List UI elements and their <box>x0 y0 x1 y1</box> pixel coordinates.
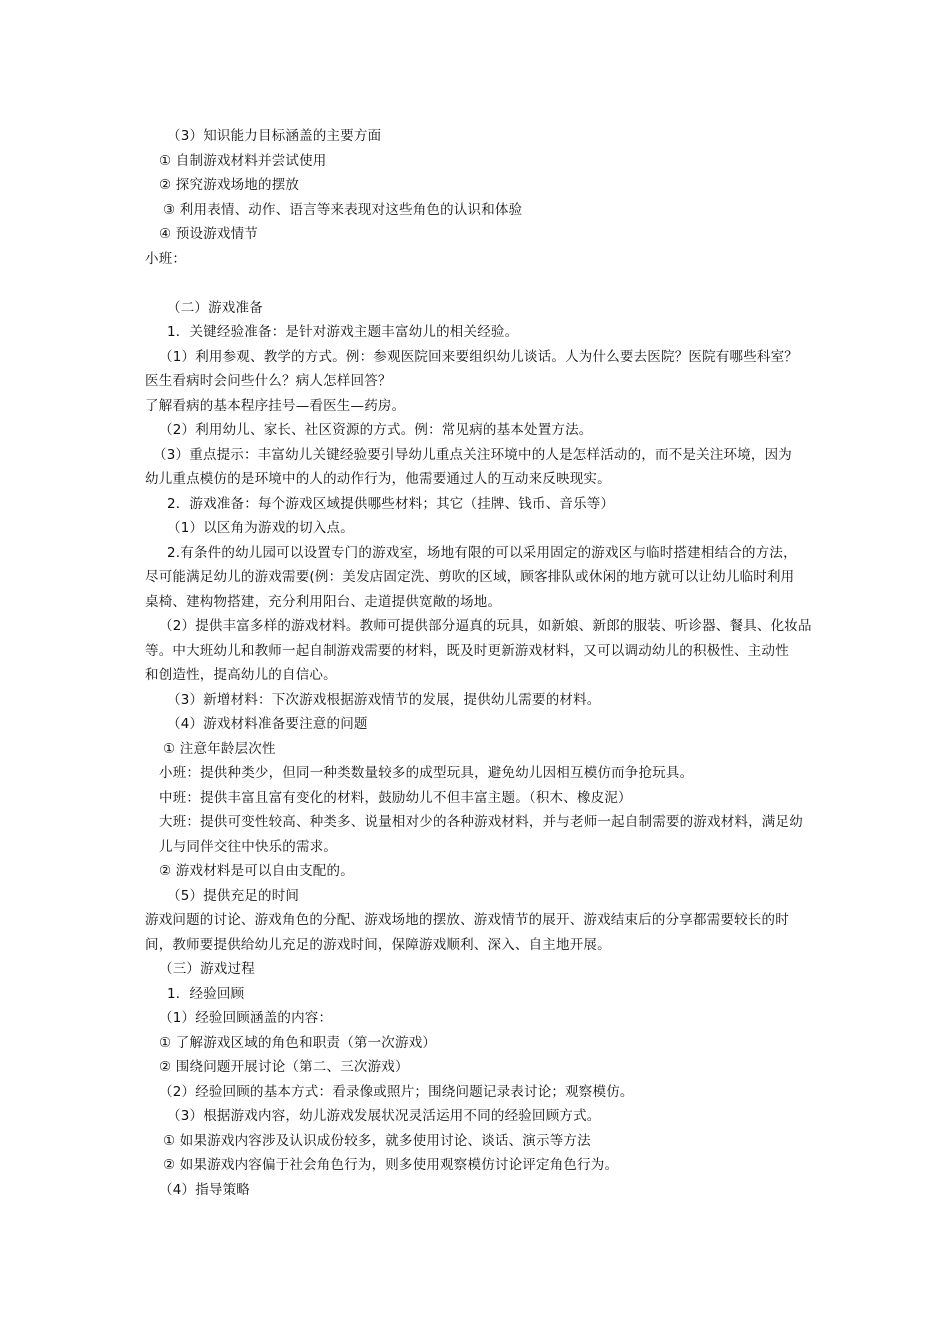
text-line: ② 如果游戏内容偏于社会角色行为，则多使用观察模仿讨论评定角色行为。 <box>163 1157 619 1173</box>
text-line: （3）知识能力目标涵盖的主要方面 <box>167 128 382 144</box>
text-line: （1）利用参观、教学的方式。例：参观医院回来要组织幼儿谈话。人为什么要去医院？医院有哪些科室？ <box>159 348 798 365</box>
blank-line <box>145 271 809 296</box>
text-line: （1）经验回顾涵盖的内容： <box>159 1010 333 1026</box>
text-line: （3）新增材料：下次游戏根据游戏情节的发展，提供幼儿需要的材料。 <box>167 691 601 708</box>
text-line: ② 围绕问题开展讨论（第二、三次游戏） <box>159 1059 409 1075</box>
text-line: 游戏问题的讨论、游戏角色的分配、游戏场地的摆放、游戏情节的展开、游戏结束后的分享都需要较长的时 <box>145 912 789 928</box>
text-line: ② 游戏材料是可以自由支配的。 <box>159 863 354 879</box>
text-line: （4）指导策略 <box>159 1181 250 1198</box>
text-line: 了解看病的基本程序挂号—看医生—药房。 <box>145 397 406 414</box>
text-line: 1．关键经验准备：是针对游戏主题丰富幼儿的相关经验。 <box>167 324 519 340</box>
text-line: 医生看病时会问些什么？病人怎样回答？ <box>145 373 392 389</box>
text-line: 等。中大班幼儿和教师一起自制游戏需要的材料，既及时更新游戏材料，又可以调动幼儿的积极性、主动性 <box>145 642 789 659</box>
text-line: 桌椅、建构物搭建，充分利用阳台、走道提供宽敞的场地。 <box>145 593 502 610</box>
text-line: （2）经验回顾的基本方式：看录像或照片；围绕问题记录表讨论；观察模仿。 <box>159 1083 634 1100</box>
text-line: （1）以区角为游戏的切入点。 <box>167 520 354 536</box>
text-line: 尽可能满足幼儿的游戏需要(例：美发店固定洗、剪吹的区域，顾客排队或休闲的地方就可以让幼儿临时利用 <box>145 569 795 585</box>
text-line: ① 自制游戏材料并尝试使用 <box>159 152 327 169</box>
text-line: ① 如果游戏内容涉及认识成份较多，就多使用讨论、谈话、演示等方法 <box>163 1132 591 1149</box>
text-line: ① 注意年龄层次性 <box>163 740 276 757</box>
text-line: 2.有条件的幼儿园可以设置专门的游戏室，场地有限的可以采用固定的游戏区与临时搭建相结合的方法， <box>167 544 797 561</box>
text-line: （4）游戏材料准备要注意的问题 <box>167 716 368 732</box>
text-line: （三）游戏过程 <box>159 961 255 977</box>
document-body <box>145 124 812 1202</box>
text-line: ④ 预设游戏情节 <box>159 226 258 242</box>
text-line: 中班：提供丰富且富有变化的材料，鼓励幼儿不但丰富主题。（积木、橡皮泥） <box>159 789 632 806</box>
text-line: （2）利用幼儿、家长、社区资源的方式。例：常见病的基本处置方法。 <box>159 422 593 438</box>
text-line: （5）提供充足的时间 <box>167 887 300 904</box>
text-line: 小班：提供种类少，但同一种类数量较多的成型玩具，避免幼儿因相互模仿而争抢玩具。 <box>159 765 694 781</box>
text-line: 小班： <box>145 250 187 267</box>
text-line: 1．经验回顾 <box>167 985 245 1002</box>
text-line: （二）游戏准备 <box>167 299 263 316</box>
text-line: 大班：提供可变性较高、种类多、说量相对少的各种游戏材料，并与老师一起自制需要的游戏材料，满足幼 <box>159 814 803 830</box>
text-line: （3）重点提示：丰富幼儿关键经验要引导幼儿重点关注环境中的人是怎样活动的，而不是关注环境，因为 <box>153 446 792 463</box>
text-line: 2．游戏准备：每个游戏区域提供哪些材料；其它（挂牌、钱币、音乐等） <box>167 495 615 512</box>
text-line: 幼儿重点模仿的是环境中的人的动作行为，他需要通过人的互动来反映现实。 <box>145 471 611 487</box>
text-line: ③ 利用表情、动作、语言等来表现对这些角色的认识和体验 <box>163 201 523 218</box>
text-line: （2）提供丰富多样的游戏材料。教师可提供部分逼真的玩具，如新娘、新郎的服装、听诊器、餐具、化妆品 <box>159 618 812 634</box>
text-line: 和创造性，提高幼儿的自信心。 <box>145 667 337 683</box>
text-line: ② 探究游戏场地的摆放 <box>159 177 300 193</box>
text-line: ① 了解游戏区域的角色和职责（第一次游戏） <box>159 1034 437 1051</box>
text-line: 间，教师要提供给幼儿充足的游戏时间，保障游戏顺利、深入、自主地开展。 <box>145 936 611 953</box>
text-line: 儿与同伴交往中快乐的需求。 <box>159 838 338 855</box>
text-line: （3）根据游戏内容，幼儿游戏发展状况灵活运用不同的经验回顾方式。 <box>167 1108 601 1124</box>
